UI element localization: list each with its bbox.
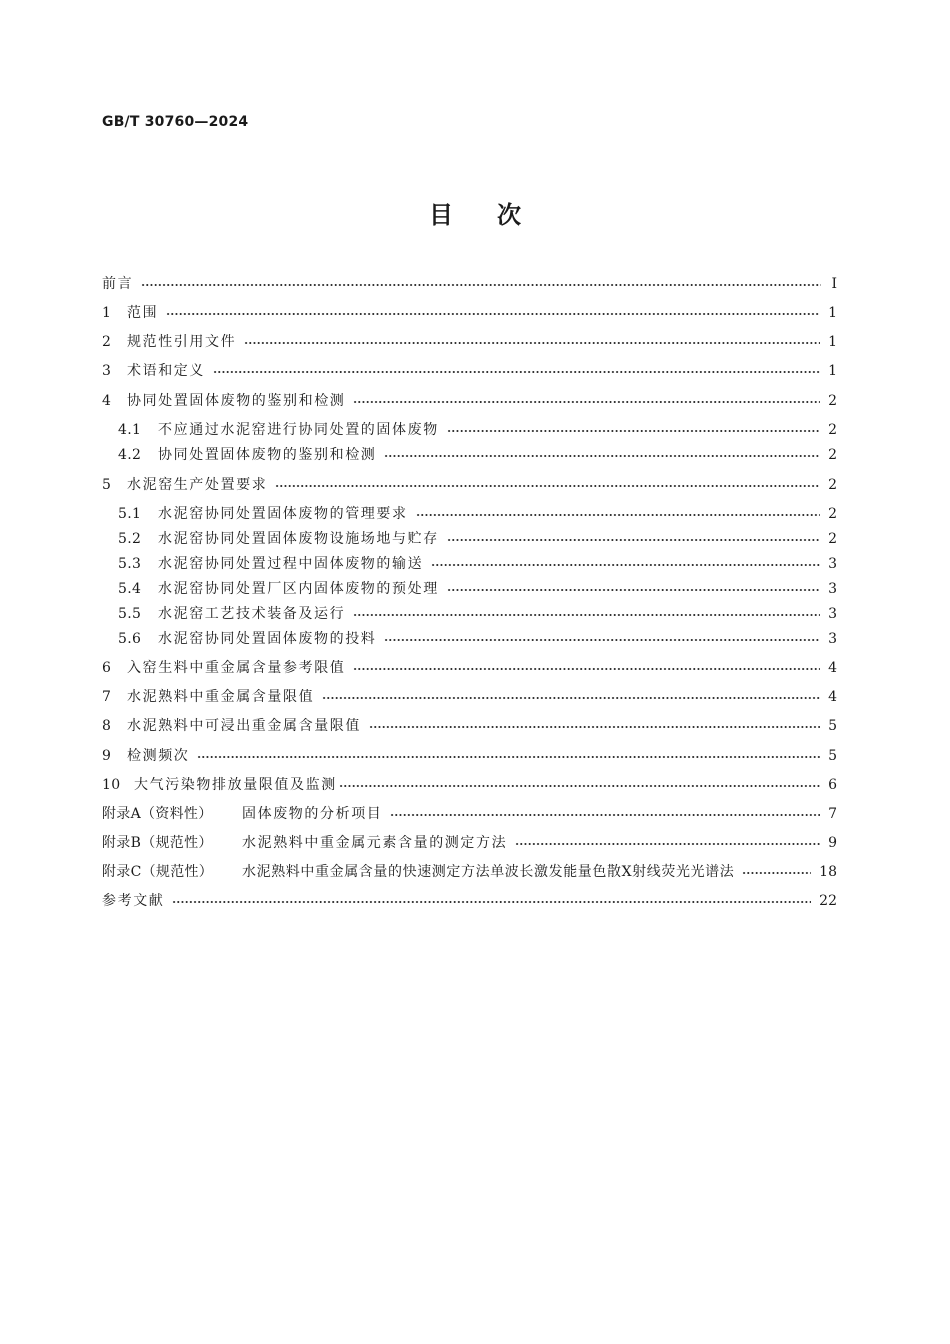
toc-entry[interactable] (102, 274, 837, 294)
toc-entry-label: 固体废物的分析项目 (242, 806, 383, 822)
toc-entry-number: 6 (102, 660, 112, 676)
toc-entry-number: 附录A（资料性） (102, 806, 213, 822)
toc-entry-page: 1 (828, 363, 837, 379)
toc-entry-number: 5.3 (118, 556, 142, 572)
toc-entry-number: 8 (102, 718, 112, 734)
toc-entry[interactable] (102, 361, 837, 381)
toc-entry-label: 水泥窑协同处置过程中固体废物的输送 (158, 556, 424, 572)
toc-entry[interactable] (102, 746, 837, 766)
dot-leader (447, 589, 820, 591)
toc-entry-label: 水泥窑协同处置固体废物设施场地与贮存 (158, 531, 439, 547)
dot-leader (431, 564, 820, 566)
dot-leader (141, 284, 821, 286)
toc-entry-number: 3 (102, 363, 112, 379)
toc-entry-number: 4.2 (118, 447, 142, 463)
toc-entry-page: 3 (828, 606, 837, 622)
dot-leader (172, 901, 811, 903)
toc-entry-page: 1 (828, 334, 837, 350)
toc-entry-label: 规范性引用文件 (127, 334, 237, 350)
toc-entry-number: 5.5 (118, 606, 142, 622)
toc-entry-label: 术语和定义 (127, 363, 205, 379)
toc-entry-page: 1 (828, 305, 837, 321)
toc-entry-page: 9 (828, 835, 837, 851)
toc-entry-page: 4 (828, 660, 837, 676)
toc-entry-label: 水泥窑协同处置固体废物的管理要求 (158, 506, 408, 522)
dot-leader (353, 614, 820, 616)
toc-entry[interactable] (102, 804, 837, 824)
toc-entry-number: 5.2 (118, 531, 142, 547)
toc-entry-number: 4.1 (118, 422, 142, 438)
toc-entry-number: 1 (102, 305, 112, 321)
dot-leader (353, 401, 820, 403)
toc-entry-page: 5 (828, 718, 837, 734)
toc-entry-number: 2 (102, 334, 112, 350)
toc-entry-page: 2 (828, 506, 837, 522)
toc-entry[interactable] (118, 504, 837, 524)
dot-leader (515, 843, 820, 845)
toc-entry[interactable] (118, 604, 837, 624)
toc-entry-label: 水泥窑协同处置厂区内固体废物的预处理 (158, 581, 439, 597)
toc-entry[interactable] (118, 420, 837, 440)
dot-leader (742, 872, 811, 874)
toc-entry-label: 前言 (102, 276, 134, 292)
toc-entry-page: 3 (828, 631, 837, 647)
toc-entry-label: 检测频次 (127, 748, 190, 764)
toc-entry[interactable] (102, 391, 837, 411)
toc-entry[interactable] (118, 629, 837, 649)
toc-entry-label: 参考文献 (102, 893, 165, 909)
dot-leader (353, 668, 820, 670)
toc-entry[interactable] (102, 332, 837, 352)
page-title-part2: 次 (497, 201, 521, 229)
toc-entry-page: 6 (828, 777, 837, 793)
dot-leader (447, 430, 820, 432)
toc-entry-page: 2 (828, 393, 837, 409)
toc-entry[interactable] (102, 687, 837, 707)
toc-entry-label: 水泥熟料中重金属含量的快速测定方法单波长激发能量色散X射线荧光光谱法 (242, 864, 735, 880)
toc-entry-number: 附录C（规范性） (102, 864, 214, 880)
toc-entry-label: 范围 (127, 305, 159, 321)
toc-entry[interactable] (118, 529, 837, 549)
toc-entry-label: 不应通过水泥窑进行协同处置的固体废物 (158, 422, 439, 438)
toc-entry-number: 5.4 (118, 581, 142, 597)
toc-entry-number: 10 (102, 777, 121, 793)
toc-entry-page: Ⅰ (831, 276, 837, 292)
toc-entry-number: 5.1 (118, 506, 142, 522)
dot-leader (322, 697, 820, 699)
toc-entry[interactable] (102, 303, 837, 323)
standard-code: GB/T 30760—2024 (102, 114, 249, 130)
toc-entry-label: 水泥窑工艺技术装备及运行 (158, 606, 346, 622)
toc-entry[interactable] (102, 891, 837, 911)
toc-entry-page: 5 (828, 748, 837, 764)
toc-entry[interactable] (102, 862, 837, 882)
dot-leader (447, 539, 820, 541)
dot-leader (384, 455, 820, 457)
toc-entry-page: 2 (828, 447, 837, 463)
page-title (0, 195, 950, 230)
toc-entry[interactable] (102, 716, 837, 736)
toc-entry-page: 2 (828, 531, 837, 547)
toc-entry[interactable] (102, 775, 837, 795)
dot-leader (244, 342, 820, 344)
toc-entry-label: 水泥窑生产处置要求 (127, 477, 268, 493)
toc-entry[interactable] (102, 658, 837, 678)
dot-leader (390, 814, 820, 816)
toc-entry[interactable] (118, 445, 837, 465)
toc-entry-label: 水泥熟料中重金属元素含量的测定方法 (242, 835, 508, 851)
toc-entry[interactable] (118, 554, 837, 574)
toc-entry-page: 4 (828, 689, 837, 705)
toc-entry-label: 入窑生料中重金属含量参考限值 (127, 660, 346, 676)
toc-entry-number: 4 (102, 393, 112, 409)
toc-entry-label: 大气污染物排放量限值及监测 (134, 777, 337, 793)
dot-leader (275, 485, 820, 487)
toc-entry-number: 5.6 (118, 631, 142, 647)
toc-entry-page: 3 (828, 556, 837, 572)
toc-entry[interactable] (102, 833, 837, 853)
toc-entry[interactable] (102, 475, 837, 495)
dot-leader (166, 313, 820, 315)
dot-leader (339, 785, 820, 787)
toc-entry-number: 5 (102, 477, 112, 493)
toc-entry-label: 水泥熟料中可浸出重金属含量限值 (127, 718, 361, 734)
toc-entry[interactable] (118, 579, 837, 599)
toc-entry-page: 22 (819, 893, 837, 909)
dot-leader (384, 639, 820, 641)
toc-entry-number: 9 (102, 748, 112, 764)
toc-entry-label: 协同处置固体废物的鉴别和检测 (158, 447, 377, 463)
toc-entry-page: 7 (828, 806, 837, 822)
dot-leader (369, 726, 820, 728)
page-title-part1: 目 (429, 201, 453, 229)
toc-entry-page: 2 (828, 422, 837, 438)
toc-entry-number: 附录B（规范性） (102, 835, 213, 851)
toc-entry-page: 2 (828, 477, 837, 493)
dot-leader (416, 514, 820, 516)
toc-entry-label: 水泥熟料中重金属含量限值 (127, 689, 315, 705)
toc-entry-number: 7 (102, 689, 112, 705)
toc-entry-page: 3 (828, 581, 837, 597)
toc-entry-label: 协同处置固体废物的鉴别和检测 (127, 393, 346, 409)
toc-entry-page: 18 (819, 864, 837, 880)
toc-entry-label: 水泥窑协同处置固体废物的投料 (158, 631, 377, 647)
dot-leader (197, 756, 820, 758)
dot-leader (213, 371, 820, 373)
